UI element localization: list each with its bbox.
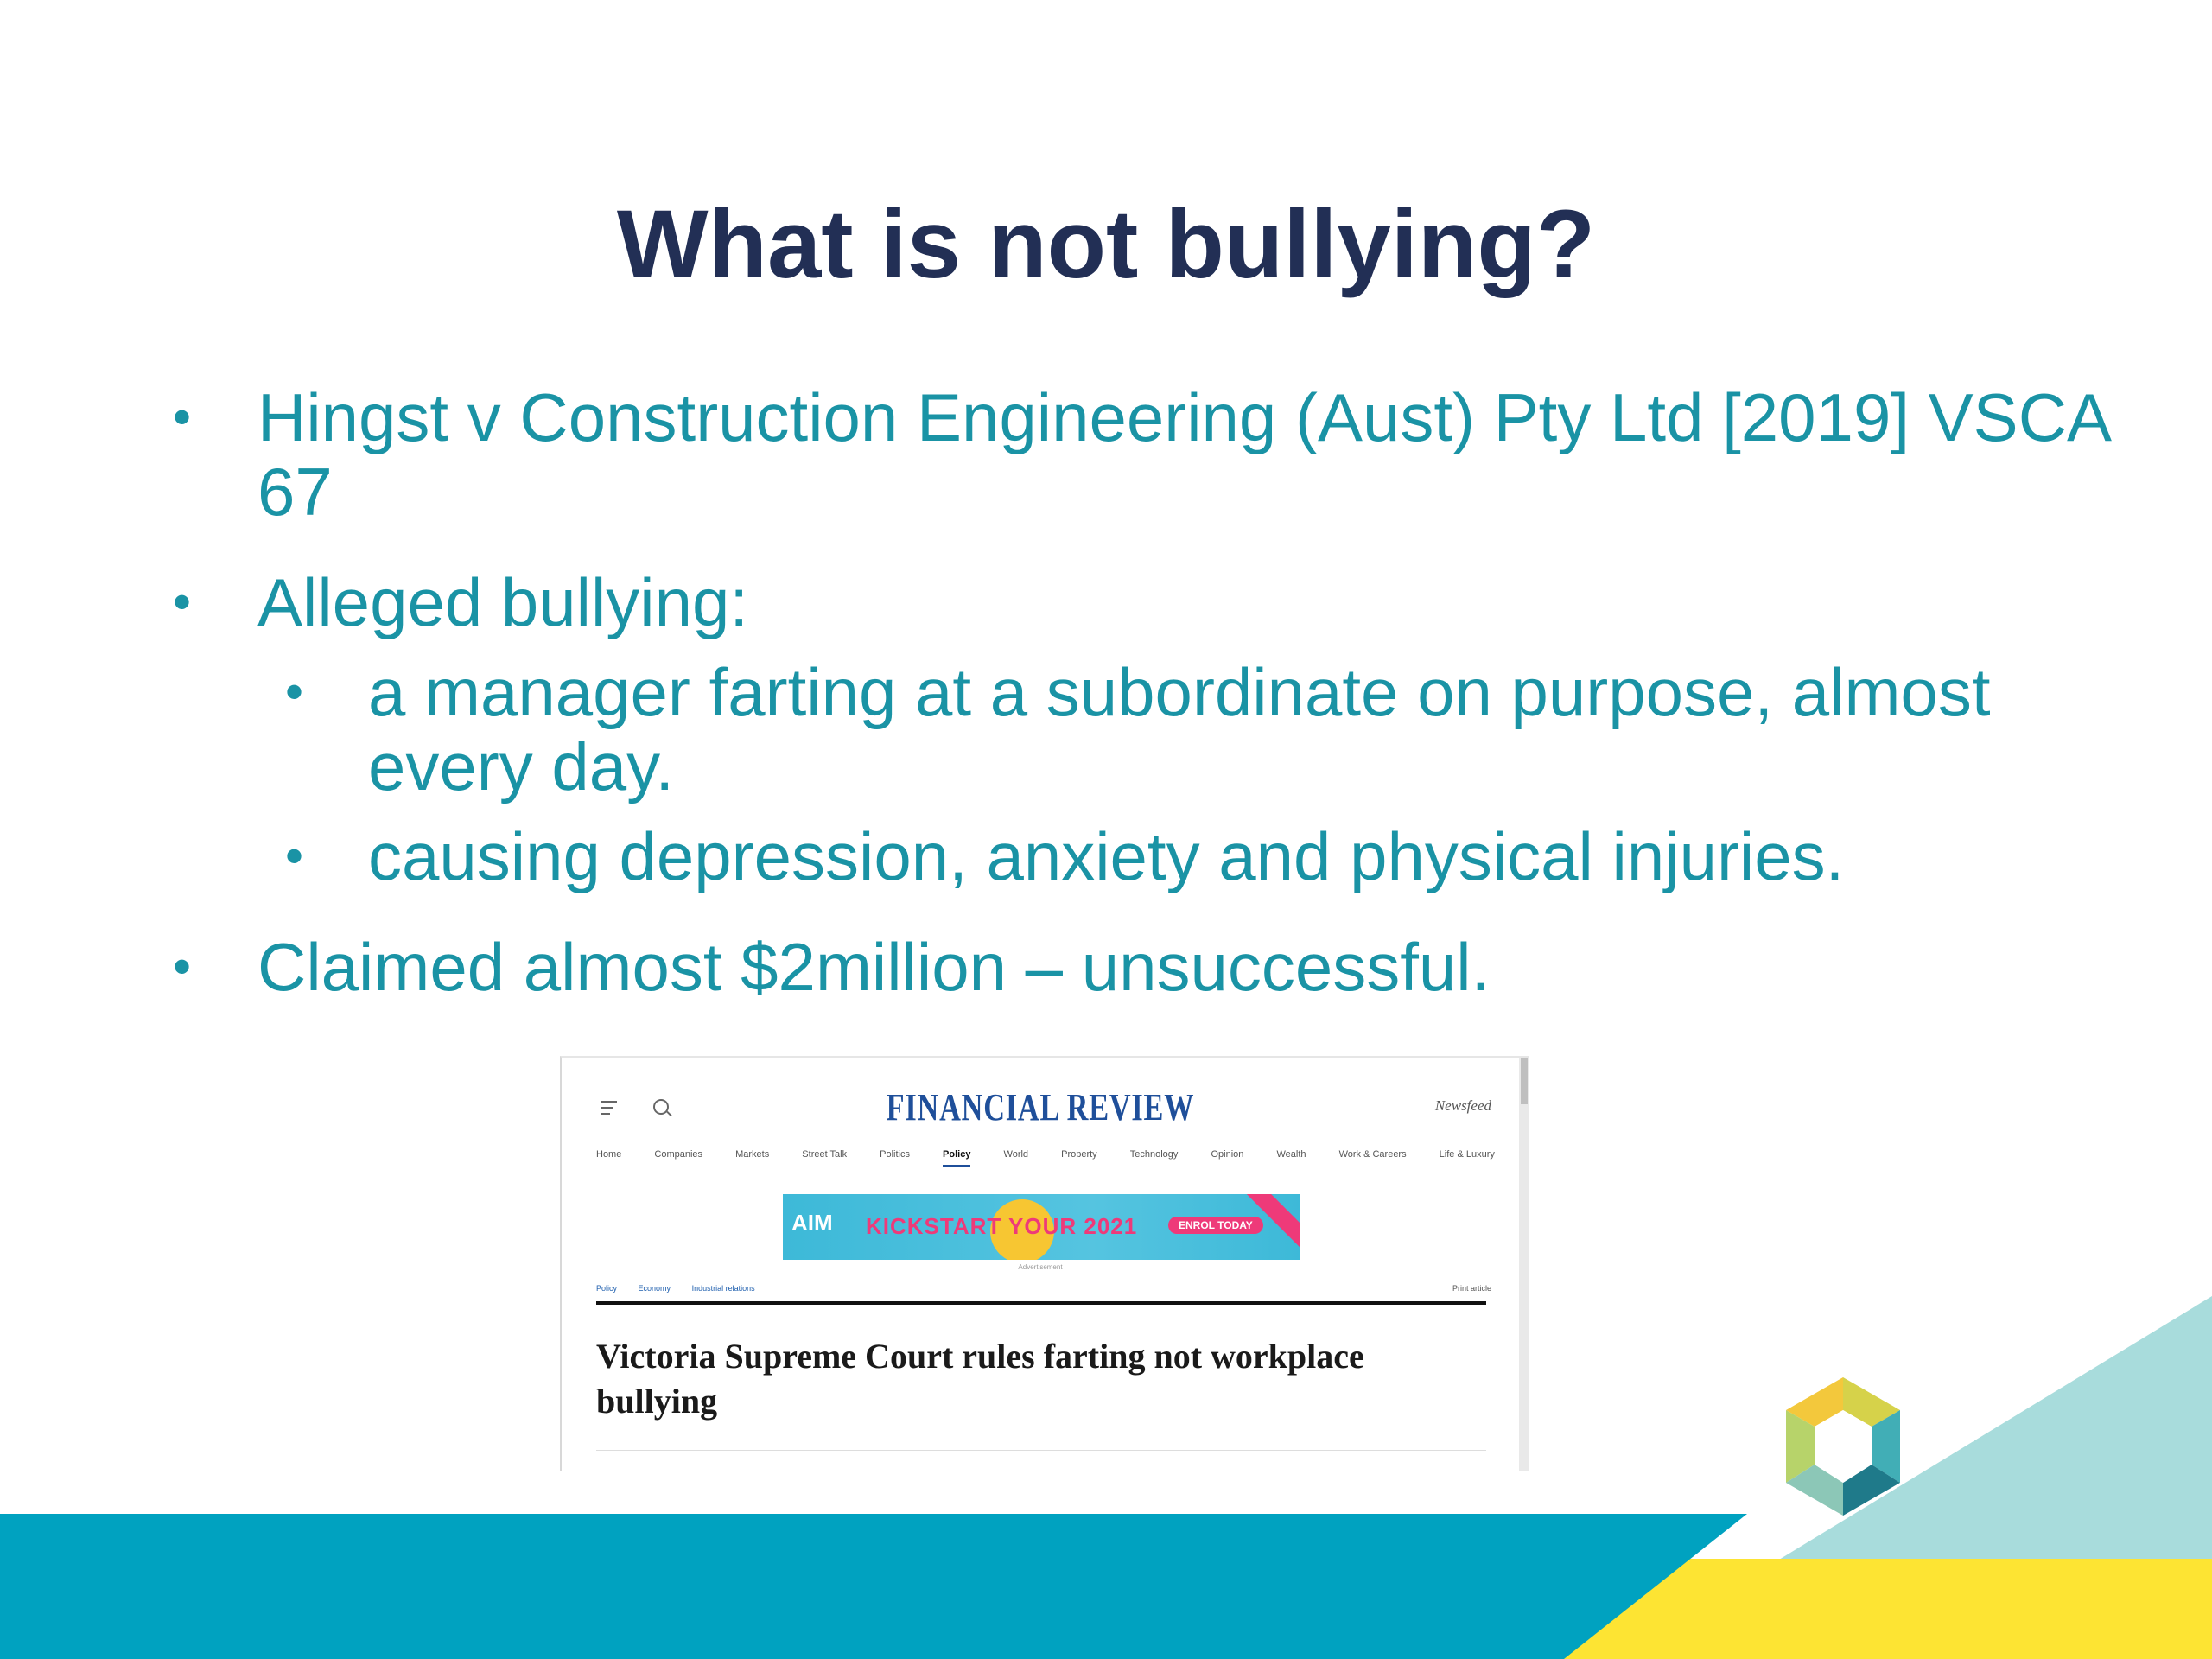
bullet-icon: • bbox=[173, 388, 192, 446]
breadcrumb-item: Economy bbox=[638, 1284, 671, 1293]
bullet-text: Hingst v Construction Engineering (Aust) Pty Ltd [2019] VSCA 67 bbox=[257, 379, 2108, 530]
newsfeed-link: Newsfeed bbox=[1434, 1097, 1491, 1114]
nav-item: Politics bbox=[880, 1149, 910, 1160]
breadcrumb-item: Policy bbox=[596, 1284, 618, 1293]
bullet-icon: • bbox=[173, 573, 192, 631]
ad-logo: AIM bbox=[791, 1210, 833, 1236]
nav-item: Work & Careers bbox=[1338, 1149, 1407, 1160]
ad-headline: KICKSTART YOUR 2021 bbox=[866, 1213, 1138, 1239]
bullet-icon: • bbox=[285, 827, 304, 885]
nav-item: Markets bbox=[735, 1149, 770, 1160]
bullet-text: a manager farting at a subordinate on purpose, almost every day. bbox=[368, 654, 1991, 804]
brand-logo: FINANCIAL REVIEW bbox=[886, 1086, 1195, 1128]
slide-title: What is not bullying? bbox=[616, 190, 1596, 298]
bullet-icon: • bbox=[173, 938, 192, 995]
nav-item: Property bbox=[1061, 1149, 1097, 1160]
ad-label: Advertisement bbox=[1018, 1263, 1063, 1271]
bullet-text: causing depression, anxiety and physical injuries. bbox=[368, 818, 1845, 894]
nav-item: Life & Luxury bbox=[1439, 1149, 1495, 1160]
nav-item: World bbox=[1003, 1149, 1029, 1160]
nav-item: Street Talk bbox=[802, 1149, 848, 1160]
nav-item: Home bbox=[596, 1149, 622, 1160]
nav-item: Wealth bbox=[1276, 1149, 1306, 1160]
breadcrumb-item: Industrial relations bbox=[691, 1284, 755, 1293]
bullet-icon: • bbox=[285, 663, 304, 721]
nav-item: Companies bbox=[654, 1149, 703, 1160]
article-headline: Victoria Supreme Court rules farting not workplace bullying bbox=[596, 1337, 1364, 1421]
nav-item: Technology bbox=[1129, 1149, 1179, 1160]
teal-band bbox=[0, 1514, 1747, 1659]
nav-item: Opinion bbox=[1211, 1149, 1244, 1160]
print-article-link: Print article bbox=[1452, 1284, 1491, 1293]
bullet-text: Alleged bullying: bbox=[257, 564, 749, 640]
nav-item-active: Policy bbox=[943, 1149, 970, 1167]
ad-cta-button: ENROL TODAY bbox=[1168, 1217, 1263, 1234]
bullet-text: Claimed almost $2million – unsuccessful. bbox=[257, 929, 1491, 1005]
hexagon-logo-icon bbox=[1778, 1374, 1908, 1519]
